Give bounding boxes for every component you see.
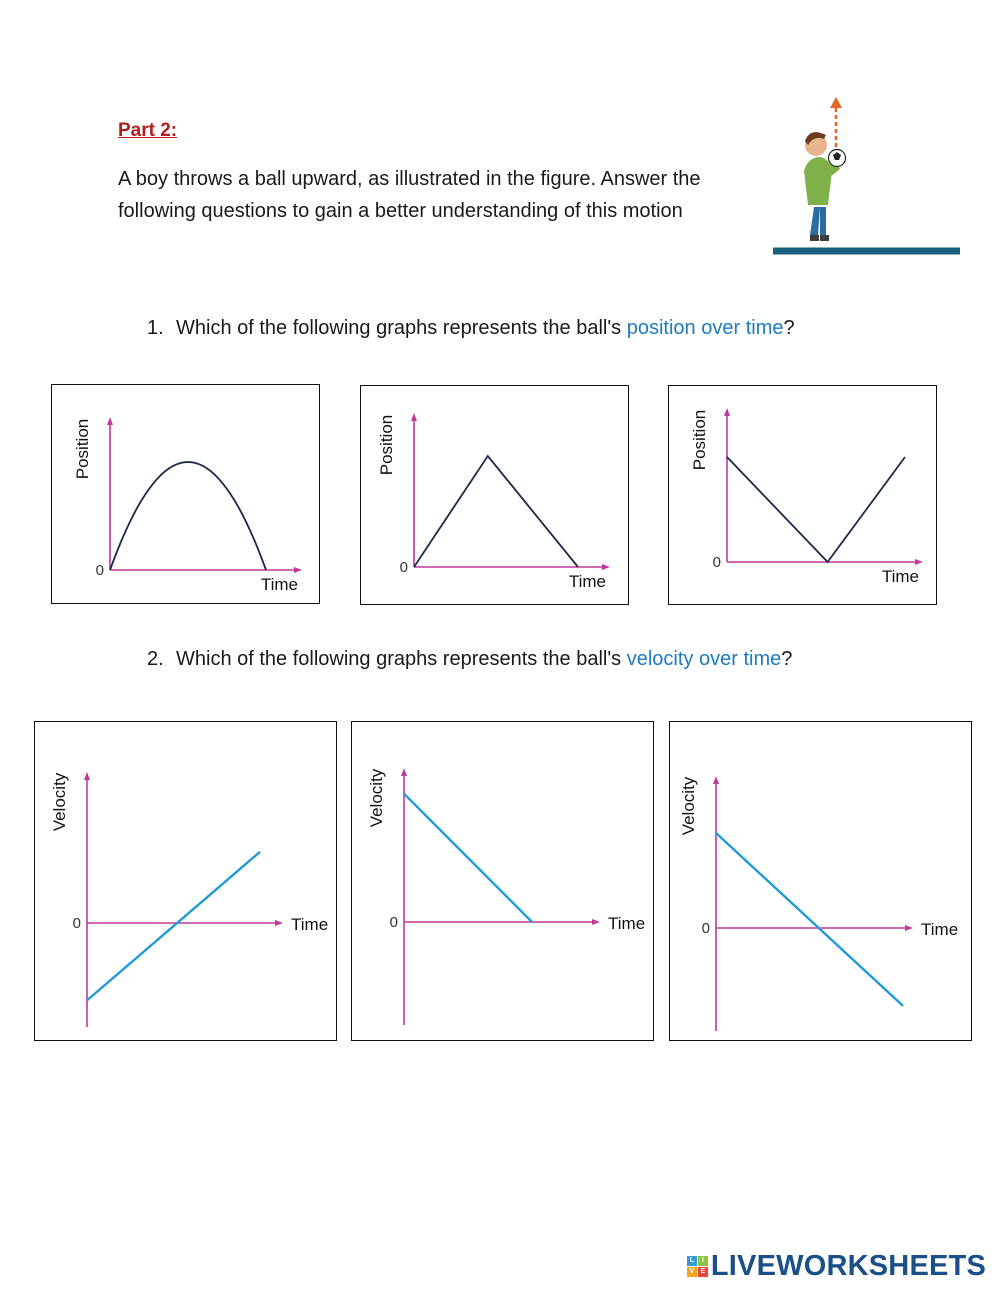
- x-axis-arrow: [905, 925, 913, 931]
- x-axis-label: Time: [568, 572, 606, 591]
- x-axis-label: Time: [881, 567, 919, 586]
- y-axis-arrow: [107, 417, 113, 425]
- origin-label: 0: [95, 562, 104, 579]
- y-axis-label: Position: [73, 418, 92, 480]
- position-line: [727, 457, 905, 562]
- velocity-graph-3-svg: [670, 722, 973, 1042]
- question-highlight: velocity over time: [626, 648, 782, 670]
- x-axis-label: Time: [291, 915, 329, 934]
- x-axis-arrow: [915, 559, 923, 565]
- y-axis-label: Velocity: [367, 768, 386, 828]
- velocity-graph-2-svg: [352, 722, 655, 1042]
- position-line: [414, 456, 578, 567]
- question-text: Which of the following graphs represents the ball's: [176, 317, 627, 339]
- y-axis-arrow: [411, 413, 417, 421]
- position-graph-3-svg: [669, 386, 938, 606]
- y-axis-label: Position: [690, 409, 709, 471]
- position-graph-option-3[interactable]: [668, 385, 937, 605]
- y-axis-arrow: [724, 408, 730, 416]
- y-axis-label: Velocity: [679, 776, 698, 836]
- origin-label: 0: [399, 559, 408, 576]
- y-axis-label: Velocity: [50, 772, 69, 832]
- position-graph-2-svg: [361, 386, 630, 606]
- question-2: [147, 648, 792, 671]
- origin-label: 0: [389, 914, 398, 931]
- x-axis-label: Time: [260, 575, 298, 594]
- y-axis-arrow: [401, 768, 407, 776]
- origin-label: 0: [72, 915, 81, 932]
- y-axis-label: Position: [377, 414, 396, 476]
- position-graph-option-1[interactable]: [51, 384, 320, 604]
- part-title: Part 2:: [118, 120, 178, 141]
- x-axis-label: Time: [608, 914, 646, 933]
- question-number: 2.: [147, 648, 164, 670]
- velocity-graph-option-3[interactable]: [669, 721, 972, 1041]
- y-axis-arrow: [713, 776, 719, 784]
- arrow-head: [830, 97, 842, 108]
- x-axis-arrow: [294, 567, 302, 573]
- question-1: [147, 317, 795, 340]
- logo-mark-icon: L I V E: [687, 1256, 708, 1277]
- logo-text: LIVEWORKSHEETS: [710, 1250, 986, 1282]
- question-highlight: position over time: [626, 317, 784, 339]
- y-axis-arrow: [84, 772, 90, 780]
- question-suffix: ?: [783, 317, 795, 339]
- boy-throwing-ball-illustration: [770, 95, 965, 260]
- x-axis-arrow: [602, 564, 610, 570]
- x-axis-label: Time: [921, 920, 959, 939]
- position-graph-option-2[interactable]: [360, 385, 629, 605]
- liveworksheets-logo: [687, 1250, 986, 1283]
- velocity-graph-option-2[interactable]: [351, 721, 654, 1041]
- velocity-graph-1-svg: [35, 722, 338, 1042]
- velocity-graph-option-1[interactable]: [34, 721, 337, 1041]
- question-number: 1.: [147, 317, 164, 339]
- origin-label: 0: [701, 920, 710, 937]
- intro-text: A boy throws a ball upward, as illustrated in the figure. Answer the following questions to gain a better understanding of this motion: [118, 168, 701, 222]
- position-curve: [110, 462, 266, 570]
- velocity-line: [404, 794, 532, 922]
- position-graph-1-svg: [52, 385, 321, 605]
- question-suffix: ?: [781, 648, 793, 670]
- velocity-line: [87, 852, 260, 1001]
- question-text: Which of the following graphs represents the ball's: [176, 648, 627, 670]
- x-axis-arrow: [275, 920, 283, 926]
- x-axis-arrow: [592, 919, 600, 925]
- origin-label: 0: [712, 554, 721, 571]
- velocity-line: [716, 833, 903, 1006]
